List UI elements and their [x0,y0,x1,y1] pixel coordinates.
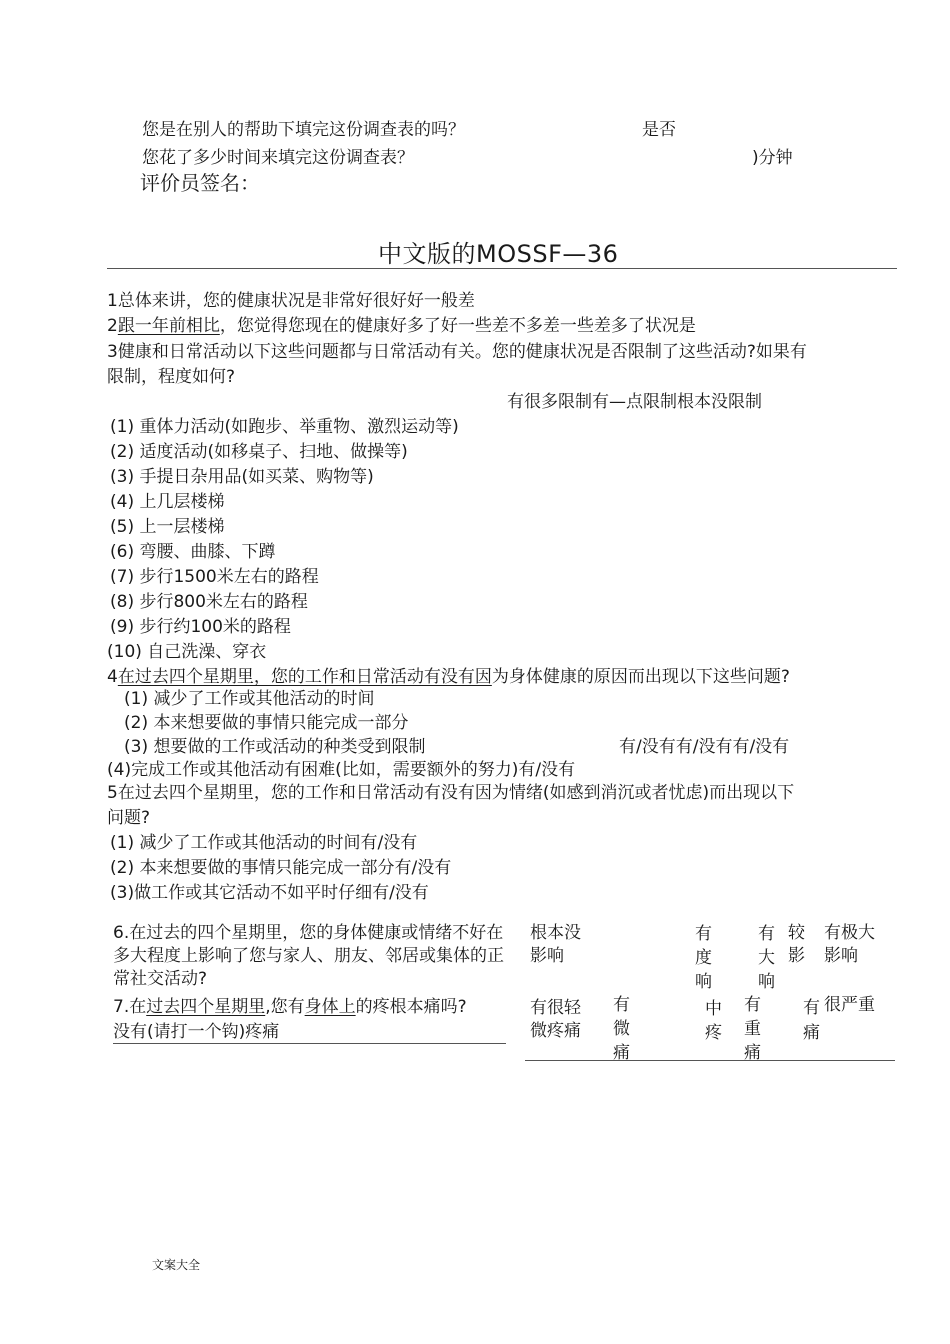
q4-item: (4)完成工作或其他活动有困难(比如，需要额外的努力)有/没有 [107,760,576,780]
q4-options-row: 有/没有有/没有有/没有 [619,737,790,757]
question-6: 6.在过去的四个星期里，您的身体健康或情绪不好在多大程度上影响了您与家人、朋友、邻居或集体的正常社交活动? [113,923,504,989]
footer-watermark: 文案大全 [152,1258,201,1272]
question-2-underlined: 跟一年前相比 [117,316,220,336]
q4-item: (1) 减少了工作或其他活动的时间 [124,689,375,709]
q5-item: (1) 减少了工作或其他活动的时间有/没有 [110,833,418,853]
question-2-text: ，您觉得您现在的健康好多了好一些差不多差一些差多了状况是 [219,316,696,336]
time-question: 您花了多少时间来填完这份调查表？ [142,148,414,168]
q7-option-very-severe: 很严重 [824,995,875,1015]
question-3-scale: 有很多限制有—点限制根本没限制 [507,392,762,412]
q6-option-extreme: 有极大影响 [824,923,875,966]
q7-option-very-mild: 有很轻微疼痛 [530,998,581,1041]
question-7-line2: 没有(请打一个钩)疼痛 [113,1022,280,1042]
q3-item: (8) 步行800米左右的路程 [110,592,308,612]
helped-question: 您是在别人的帮助下填完这份调查表的吗？ [142,120,465,140]
q3-item: (6) 弯腰、曲膝、下蹲 [110,542,276,562]
q4-item: (3) 想要做的工作或活动的种类受到限制 [124,737,426,757]
q7-text-underline [113,1043,506,1044]
q3-item: (5) 上一层楼梯 [110,517,225,537]
question-4 [107,667,790,687]
q7-option-moderate: 中疼 [705,999,722,1043]
page-title: 中文版的MOSSF—36 [378,240,619,268]
q3-item: (2) 适度活动(如移桌子、扫地、做操等) [110,442,408,462]
time-unit: )分钟 [752,148,793,168]
question-7-mid: ,您有 [265,997,305,1017]
question-2 [107,316,696,336]
q6-option-fairly: 较影 [788,923,805,966]
q7-option-pain: 痛 [803,1023,820,1043]
question-4-number: 4 [107,667,118,687]
question-2-number: 2 [107,316,118,336]
q3-item: (3) 手提日杂用品(如买菜、购物等) [110,467,374,487]
q5-item: (3)做工作或其它活动不如平时仔细有/没有 [110,883,429,903]
question-3-line2: 限制，程度如何? [107,367,236,387]
question-3-line1: 3健康和日常活动以下这些问题都与日常活动有关。您的健康状况是否限制了这些活动?如果有 [107,342,807,362]
q7-option-have: 有 [803,998,820,1018]
q3-item: (7) 步行1500米左右的路程 [110,567,319,587]
q3-item: (9) 步行约100米的路程 [110,617,291,637]
question-4-text: 为身体健康的原因而出现以下这些问题? [491,667,790,687]
question-1: 1总体来讲，您的健康状况是非常好很好好一般差 [107,291,475,311]
q7-options-line [525,1060,895,1061]
q6-option-large: 有大响 [758,924,775,992]
question-5-line2: 问题? [107,808,151,828]
helped-options: 是否 [642,120,676,140]
q3-item: (1) 重体力活动(如跑步、举重物、激烈运动等) [110,417,459,437]
question-7-line1 [113,997,467,1017]
question-5-line1: 5在过去四个星期里，您的工作和日常活动有没有因为情绪(如感到消沉或者忧虑)而出现以下 [107,783,795,803]
evaluator-signature-label: 评价员签名： [140,171,260,195]
q6-option-none: 根本没影响 [530,923,581,966]
q5-item: (2) 本来想要做的事情只能完成一部分有/没有 [110,858,452,878]
title-divider [107,268,897,269]
question-7-rest: 的疼根本痛吗? [355,997,467,1017]
question-7-prefix: 7.在 [113,997,147,1017]
question-7-underlined-period: 过去四个星期里 [146,997,266,1017]
q7-option-slight: 有微痛 [613,995,630,1063]
q7-option-severe: 有重痛 [744,995,761,1063]
q3-item: (10) 自己洗澡、穿衣 [107,642,267,662]
question-4-underlined: 在过去四个星期里，您的工作和日常活动有没有因 [117,667,492,687]
q4-item: (2) 本来想要做的事情只能完成一部分 [124,713,409,733]
q6-option-moderate: 有度响 [695,924,712,992]
question-7-underlined-body: 身体上 [304,997,356,1017]
q3-item: (4) 上几层楼梯 [110,492,225,512]
